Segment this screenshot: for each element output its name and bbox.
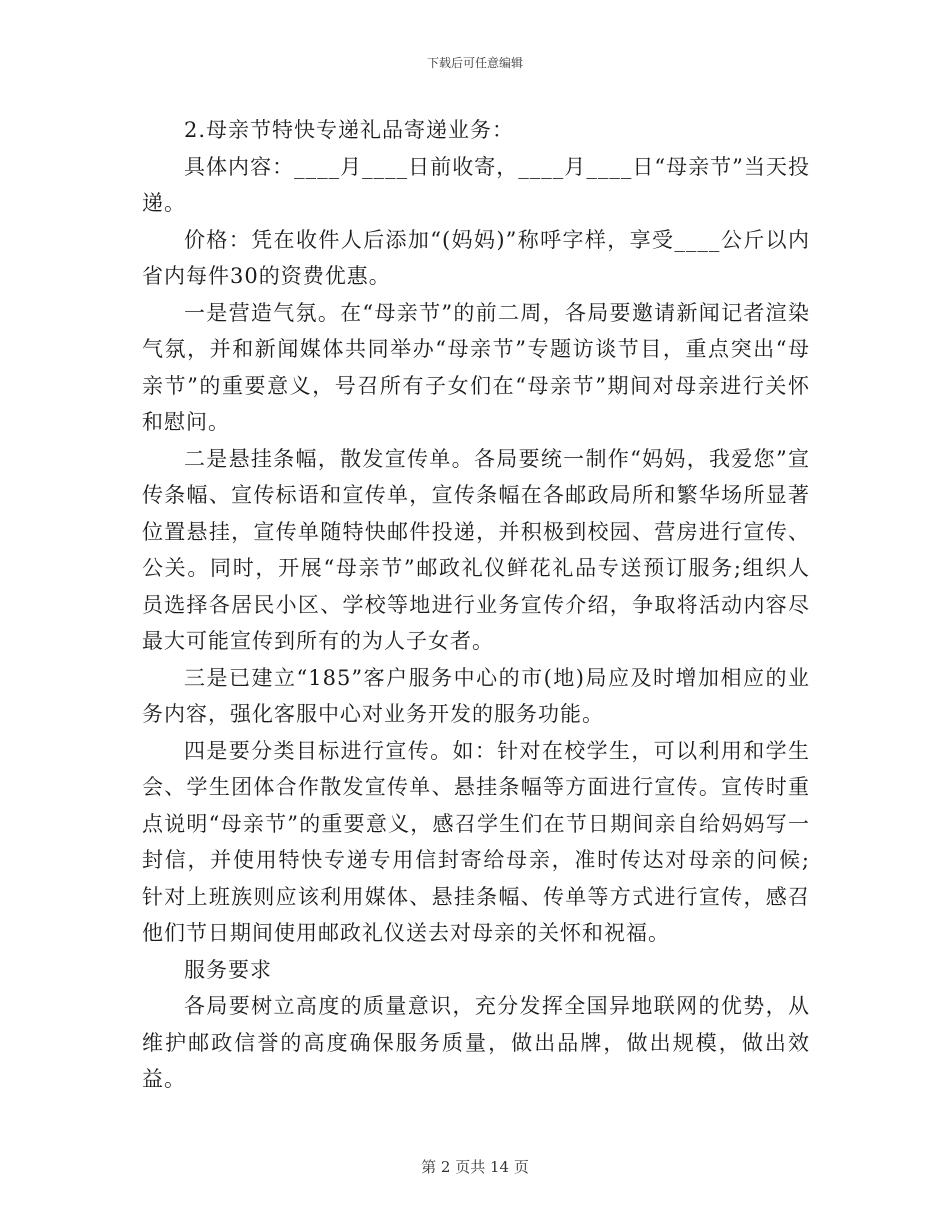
paragraph-quality-awareness: 各局要树立高度的质量意识，充分发挥全国异地联网的优势，从维护邮政信誉的高度确保服务质量，做出品牌，做出规模，做出效益。 [142,994,810,1091]
section-heading-service-requirements: 服务要求 [184,957,272,982]
paragraph-customer-service-center: 三是已建立“185”客户服务中心的市(地)局应及时增加相应的业务内容，强化客服中心对业务开发的服务功能。 [142,665,810,726]
paragraph-specific-content: 具体内容：____月____日前收寄，____月____日“母亲节”当天投递。 [142,154,810,215]
paragraph-targeted-promotion: 四是要分类目标进行宣传。如：针对在校学生，可以利用和学生会、学生团体合作散发宣传单、悬挂条幅等方面进行宣传。宣传时重点说明“母亲节”的重要意义，感召学生们在节日期间亲自给妈妈写一封信，并使用特快专递专用信封寄给母亲，准时传达对母亲的问候;针对上班族则应该利用媒体、悬挂条幅、传单等方式进行宣传，感召他们节日期间使用邮政礼仪送去对母亲的关怀和祝福。 [142,738,810,945]
page-footer: 第 2 页共 14 页 [421,1158,529,1176]
paragraph-banners-leaflets: 二是悬挂条幅，散发宣传单。各局要统一制作“妈妈，我爱您”宣传条幅、宣传标语和宣传单，宣传条幅在各邮政局所和繁华场所显著位置悬挂，宣传单随特快邮件投递，并积极到校园、营房进行宣传、公关。同时，开展“母亲节”邮政礼仪鲜花礼品专送预订服务;组织人员选择各居民小区、学校等地进行业务宣传介绍，争取将活动内容尽最大可能宣传到所有的为人子女者。 [142,446,810,653]
paragraph-price: 价格：凭在收件人后添加“(妈妈)”称呼字样，享受____公斤以内省内每件30的资费优惠。 [142,227,810,288]
page-header: 下载后可任意编辑 [426,56,523,70]
paragraph-create-atmosphere: 一是营造气氛。在“母亲节”的前二周，各局要邀请新闻记者渲染气氛，并和新闻媒体共同举办“母亲节”专题访谈节目，重点突出“母亲节”的重要意义，号召所有子女们在“母亲节”期间对母亲进行关怀和慰问。 [142,300,810,434]
document-body [142,112,810,1098]
section-heading-mothers-day-express: 2.母亲节特快专递礼品寄递业务： [184,118,515,142]
